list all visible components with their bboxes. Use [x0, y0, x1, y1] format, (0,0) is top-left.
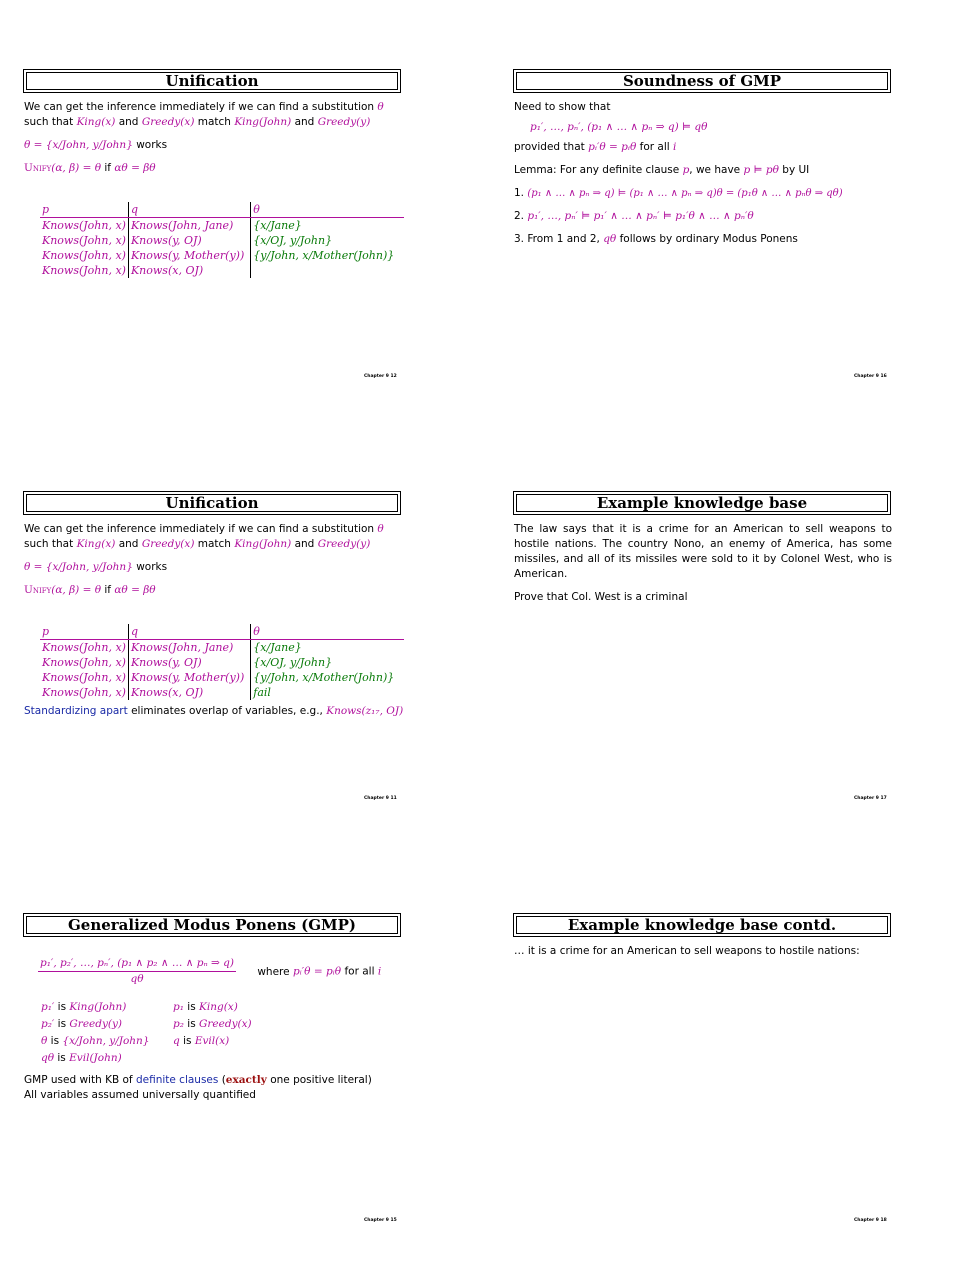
cell-theta: {y/John, x/Mother(John)}: [253, 671, 395, 684]
grid-value: King(John): [69, 1001, 127, 1013]
cell-p: Knows(John, x): [40, 640, 128, 656]
math-entailment: p₁′, …, pₙ′, (p₁ ∧ … ∧ pₙ ⇒ q) ⊨ qθ: [530, 121, 708, 133]
slide-body: [514, 522, 894, 605]
text: and: [115, 116, 142, 128]
text: for all: [341, 965, 378, 978]
slide-footer: Chapter 9 12: [364, 374, 397, 379]
math-unify-args: (α, β) = θ: [51, 162, 102, 174]
cell-p: Knows(John, x): [40, 670, 128, 685]
text: works: [132, 139, 168, 151]
grid-value: Greedy(y): [69, 1018, 123, 1030]
cell-p: Knows(John, x): [40, 248, 128, 263]
math-q-theta: qθ: [603, 233, 617, 245]
slide-title: Generalized Modus Ponens (GMP): [26, 916, 398, 934]
grid-term: p₂′: [41, 1018, 55, 1030]
text: is: [47, 1035, 63, 1047]
grid-row: [40, 1050, 253, 1067]
cell-theta: fail: [253, 686, 271, 699]
cell-q: Knows(x, OJ): [128, 685, 250, 700]
grid-term: θ: [41, 1035, 48, 1047]
cell-q: Knows(y, Mother(y)): [128, 670, 250, 685]
cell-p: Knows(John, x): [40, 233, 128, 248]
math-substitution: θ = {x/John, y/John}: [24, 561, 133, 573]
math-theta: θ: [377, 523, 384, 535]
math-unify-args: (α, β) = θ: [51, 584, 102, 596]
grid-row: [40, 999, 253, 1016]
term-standardizing-apart: Standardizing apart: [24, 705, 128, 717]
text: eliminates overlap of variables, e.g.,: [127, 705, 327, 717]
grid-row: [40, 1016, 253, 1033]
grid-row: [40, 1033, 253, 1050]
slide-body: [24, 100, 404, 278]
grid-term: p₂: [173, 1018, 184, 1030]
math-i: i: [673, 141, 677, 153]
cell-theta: {x/OJ, y/John}: [253, 656, 333, 669]
unify-table: [40, 624, 404, 700]
math-example: Knows(z₁₇, OJ): [326, 705, 404, 717]
cell-q: Knows(y, OJ): [128, 233, 250, 248]
slide-body: [514, 100, 894, 247]
text: 2.: [514, 210, 528, 222]
kb-paragraph: The law says that it is a crime for an American to sell weapons to hostile nations. The country Nono, an enemy of America, has some missiles, and all of its missiles were sold to it by Colonel West, who is American.: [514, 523, 892, 580]
grid-term: q: [173, 1035, 180, 1047]
text: is: [183, 1018, 200, 1030]
table-header: p: [40, 624, 128, 640]
cell-q: Knows(John, Jane): [128, 218, 250, 234]
text: 3. From 1 and 2,: [514, 233, 604, 245]
grid-term: p₁: [173, 1001, 184, 1013]
math-king-x: King(x): [76, 116, 116, 128]
text: such that: [24, 538, 77, 550]
rule-conclusion: qθ: [130, 973, 144, 985]
grid-term: p₁′: [41, 1001, 55, 1013]
slide-footer: Chapter 9 15: [364, 1218, 397, 1223]
slide-body: [24, 944, 404, 1103]
text: one positive literal): [266, 1074, 372, 1086]
slide-title: Unification: [26, 494, 398, 512]
cell-p: Knows(John, x): [40, 218, 128, 234]
math-theta: θ: [377, 101, 384, 113]
slide-unification-11: [24, 492, 404, 719]
math-step1: (p₁ ∧ … ∧ pₙ ⇒ q) ⊨ (p₁ ∧ … ∧ pₙ ⇒ q)θ = (p₁θ ∧ … ∧ pₙθ ⇒ qθ): [527, 188, 843, 199]
text: such that: [24, 116, 77, 128]
emphasis-exactly: exactly: [225, 1074, 267, 1086]
text: if: [101, 584, 115, 596]
prove-goal: Prove that Col. West is a criminal: [514, 591, 688, 603]
cell-theta: {x/Jane}: [253, 641, 302, 654]
text: Lemma: For any definite clause: [514, 164, 683, 176]
text: … it is a crime for an American to sell weapons to hostile nations:: [514, 945, 860, 957]
math-i: i: [377, 965, 382, 978]
slide-footer: Chapter 9 11: [364, 796, 397, 801]
slide-body: [514, 944, 894, 959]
slide-title: Example knowledge base: [516, 494, 888, 512]
text: 1.: [514, 187, 528, 199]
slide-example-kb-contd: [514, 914, 894, 959]
table-header: q: [128, 624, 250, 640]
cell-p: Knows(John, x): [40, 655, 128, 670]
table-row: [40, 263, 404, 278]
math-unify-eq: αθ = βθ: [114, 584, 156, 596]
math-greedy-y: Greedy(y): [317, 538, 371, 550]
slide-gmp: [24, 914, 404, 1103]
math-condition: pᵢ′θ = pᵢθ: [292, 965, 342, 978]
unify-table: [40, 202, 404, 278]
table-row: [40, 640, 404, 656]
slide-body: [24, 522, 404, 719]
unify-function: Unify: [24, 584, 52, 596]
text: is: [179, 1035, 195, 1047]
text: provided that: [514, 141, 589, 153]
text: match: [194, 116, 235, 128]
slide-title: Example knowledge base contd.: [516, 916, 888, 934]
slide-footer: Chapter 9 17: [854, 796, 887, 801]
cell-theta: [251, 263, 404, 278]
text: and: [291, 538, 318, 550]
text: match: [194, 538, 235, 550]
slide-title: Unification: [26, 72, 398, 90]
cell-p: Knows(John, x): [40, 263, 128, 278]
text: where: [257, 965, 293, 978]
table-header: θ: [251, 202, 404, 218]
grid-value: King(x): [199, 1001, 238, 1013]
text: is: [54, 1018, 70, 1030]
cell-q: Knows(y, Mother(y)): [128, 248, 250, 263]
text: works: [132, 561, 168, 573]
slide-example-kb: [514, 492, 894, 605]
table-row: [40, 248, 404, 263]
rule-premises: p₁′, p₂′, …, pₙ′, (p₁ ∧ p₂ ∧ … ∧ pₙ ⇒ q): [38, 956, 236, 972]
gmp-example-grid: [40, 999, 253, 1067]
table-row: [40, 218, 404, 234]
text: All variables assumed universally quantified: [24, 1089, 256, 1101]
text: follows by ordinary Modus Ponens: [616, 233, 798, 245]
text: , we have: [689, 164, 744, 176]
text: is: [183, 1001, 200, 1013]
grid-value: Evil(John): [69, 1052, 122, 1064]
text: is: [54, 1001, 70, 1013]
grid-value: Greedy(x): [199, 1018, 252, 1030]
text: if: [101, 162, 115, 174]
text: is: [54, 1052, 70, 1064]
table-row: [40, 670, 404, 685]
text: We can get the inference immediately if we can find a substitution: [24, 523, 378, 535]
grid-value: {x/John, y/John}: [62, 1035, 150, 1047]
cell-q: Knows(y, OJ): [128, 655, 250, 670]
table-row: [40, 655, 404, 670]
text: and: [115, 538, 142, 550]
table-row: [40, 233, 404, 248]
math-greedy-y: Greedy(y): [317, 116, 371, 128]
table-header: p: [40, 202, 128, 218]
cell-p: Knows(John, x): [40, 685, 128, 700]
term-definite-clauses: definite clauses: [135, 1074, 219, 1086]
text: for all: [636, 141, 674, 153]
math-king-john: King(John): [234, 116, 292, 128]
math-greedy-x: Greedy(x): [141, 538, 195, 550]
slide-footer: Chapter 9 18: [854, 1218, 887, 1223]
text: and: [291, 116, 318, 128]
unify-function: Unify: [24, 162, 52, 174]
text: Need to show that: [514, 101, 611, 113]
table-header: q: [128, 202, 250, 218]
gmp-rule: [38, 956, 236, 987]
slide-unification-12: [24, 70, 404, 278]
math-king-x: King(x): [76, 538, 116, 550]
grid-value: Evil(x): [194, 1035, 230, 1047]
text: GMP used with KB of: [24, 1074, 136, 1086]
math-substitution: θ = {x/John, y/John}: [24, 139, 133, 151]
math-greedy-x: Greedy(x): [141, 116, 195, 128]
cell-theta: {x/OJ, y/John}: [253, 234, 333, 247]
math-king-john: King(John): [234, 538, 292, 550]
math-condition: pᵢ′θ = pᵢθ: [588, 141, 637, 153]
text: (: [218, 1074, 226, 1086]
text: by UI: [778, 164, 810, 176]
cell-q: Knows(x, OJ): [128, 263, 250, 278]
text: We can get the inference immediately if we can find a substitution: [24, 101, 378, 113]
cell-theta: {y/John, x/Mother(John)}: [253, 249, 395, 262]
cell-theta: {x/Jane}: [253, 219, 302, 232]
slide-title: Soundness of GMP: [516, 72, 888, 90]
slide-footer: Chapter 9 16: [854, 374, 887, 379]
slide-soundness-gmp: [514, 70, 894, 247]
math-p-entails: p ⊨ pθ: [743, 164, 779, 176]
table-row: [40, 685, 404, 700]
math-p: p: [682, 164, 690, 176]
math-step2: p₁′, …, pₙ′ ⊨ p₁′ ∧ … ∧ pₙ′ ⊨ p₁′θ ∧ … ∧ pₙ′θ: [527, 210, 754, 222]
grid-term: qθ: [41, 1052, 55, 1064]
cell-q: Knows(John, Jane): [128, 640, 250, 656]
math-unify-eq: αθ = βθ: [114, 162, 156, 174]
table-header: θ: [251, 624, 404, 640]
